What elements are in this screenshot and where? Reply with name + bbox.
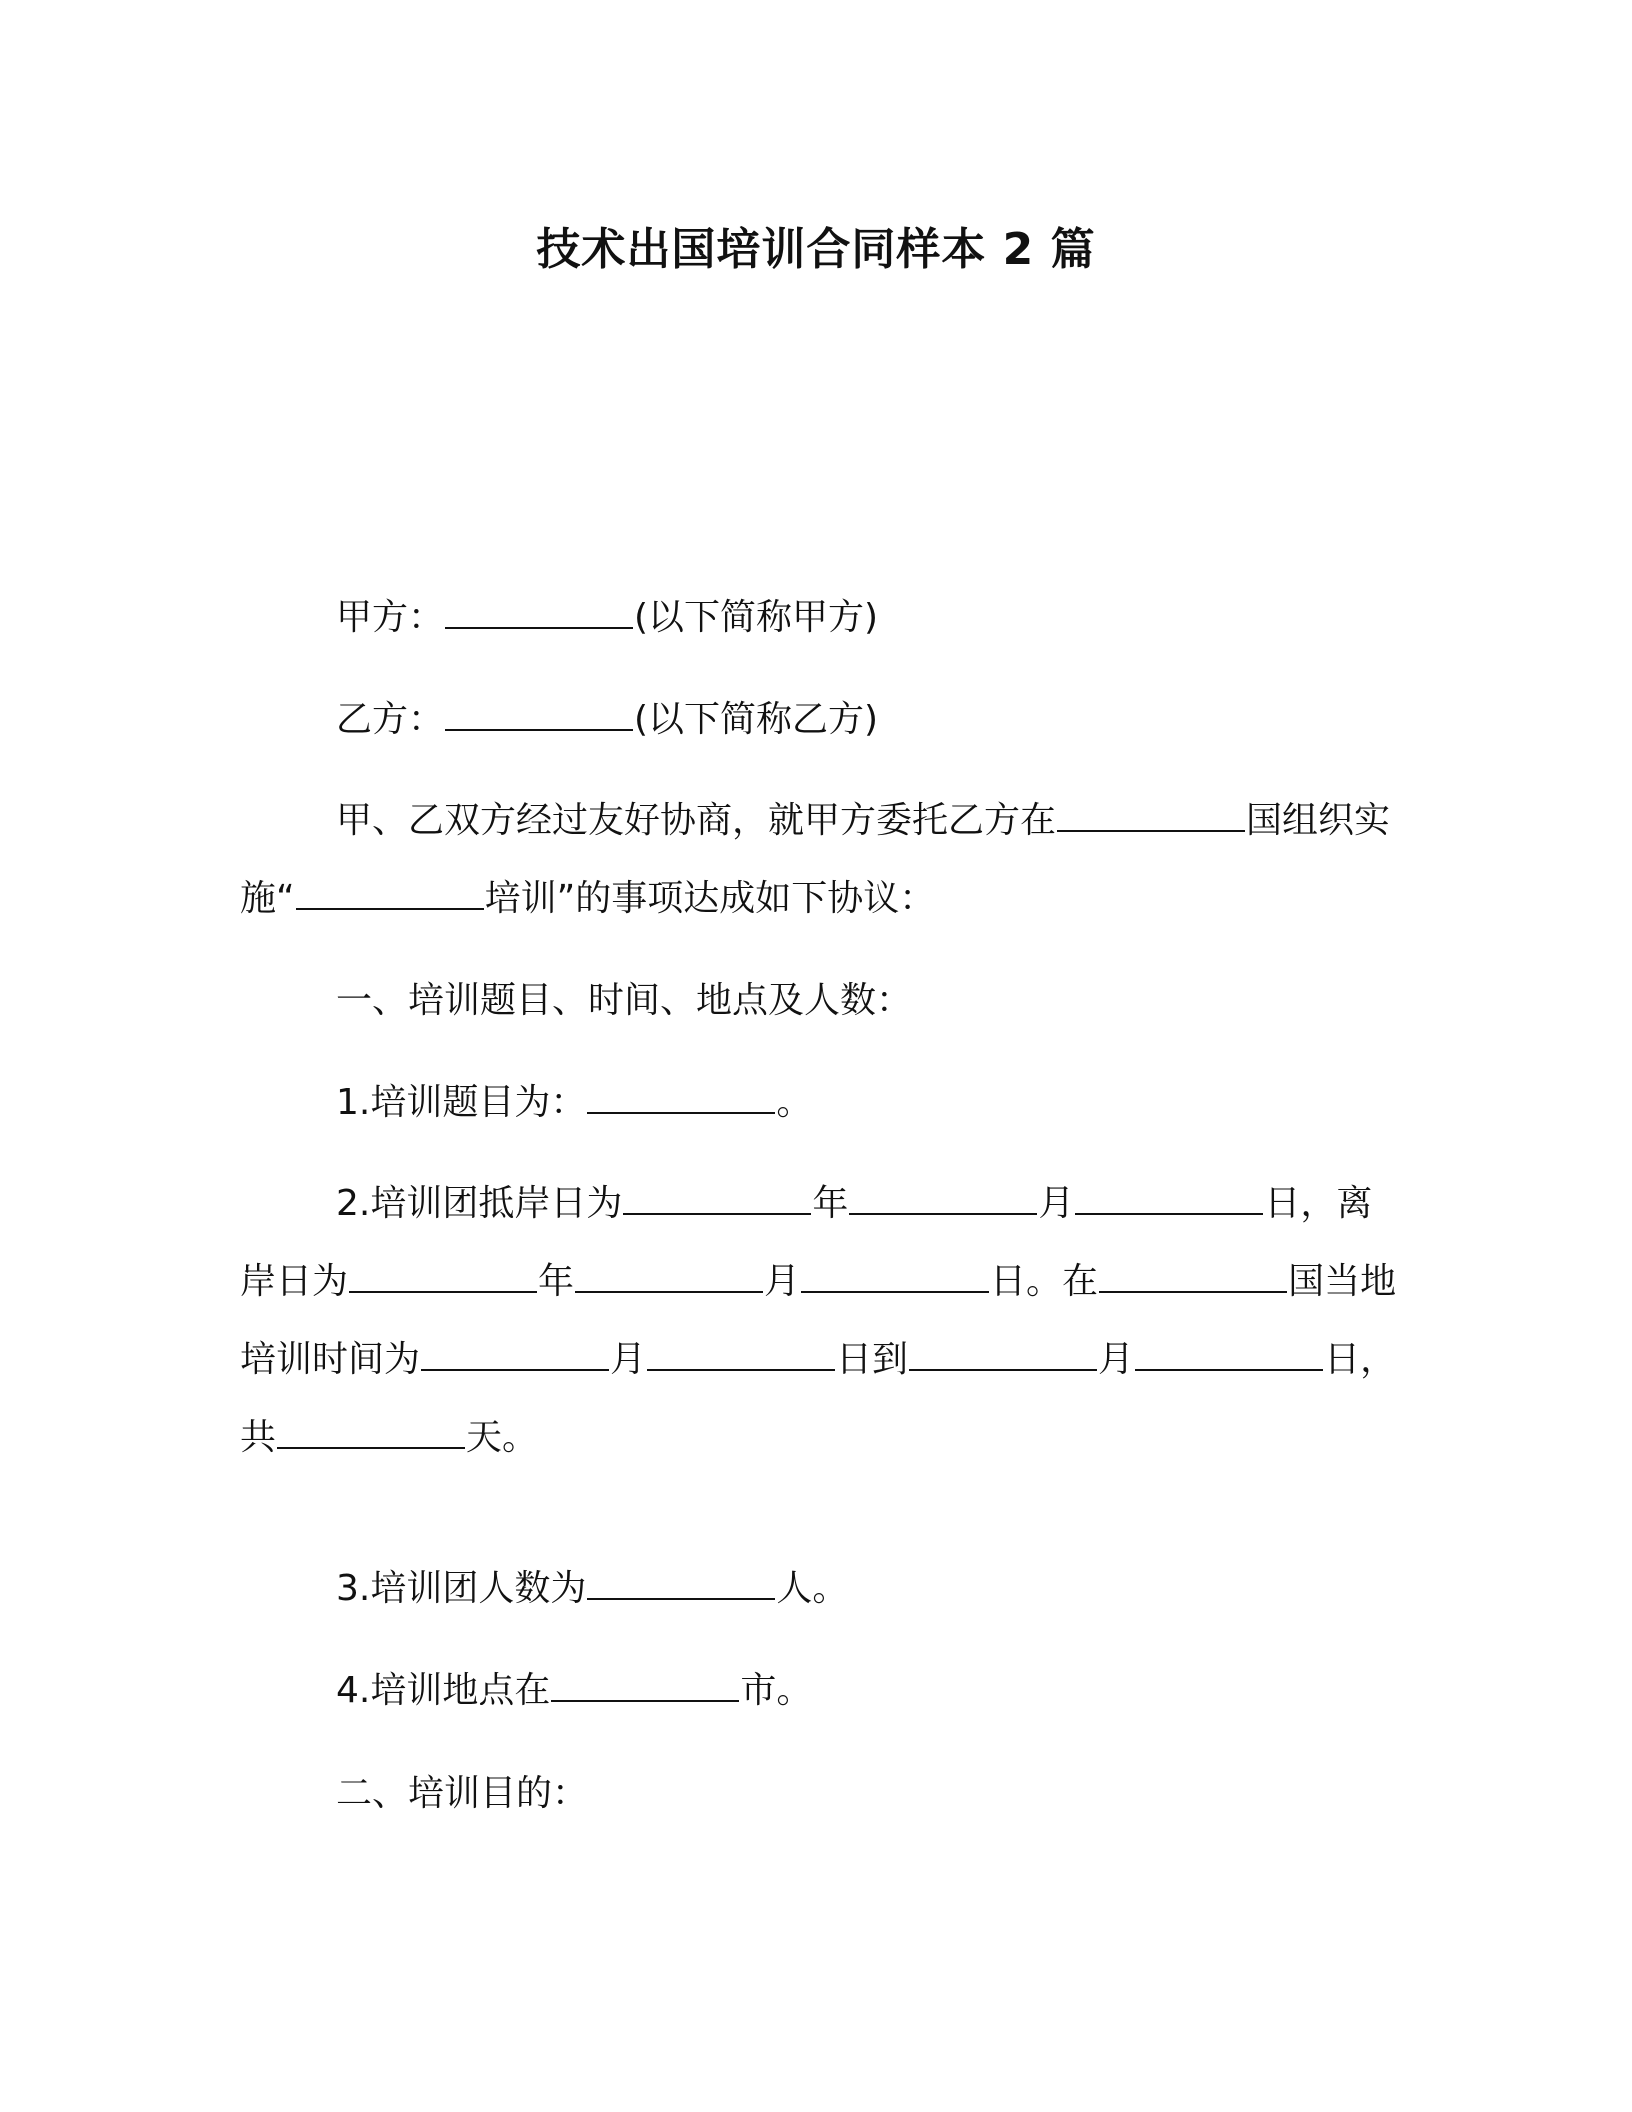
intro-blank-training — [296, 878, 484, 910]
item2-blank-10 — [909, 1339, 1097, 1371]
section2-heading: 二、培训目的： — [336, 1773, 589, 1814]
item2-blank-5 — [575, 1261, 763, 1293]
item4-part2: 市。 — [740, 1670, 813, 1711]
item2-part12: 日，共 — [240, 1339, 1397, 1458]
item1-blank-topic — [587, 1082, 775, 1114]
item2-blank-12 — [277, 1417, 465, 1449]
item2-part4: 日，离岸日为 — [240, 1183, 1373, 1302]
item2-part7: 日。在 — [990, 1261, 1099, 1302]
item2-part11: 月 — [1098, 1339, 1135, 1380]
intro-paragraph — [240, 782, 1400, 938]
item2-blank-4 — [349, 1261, 537, 1293]
item2-part9: 月 — [610, 1339, 647, 1380]
section1-heading: 一、培训题目、时间、地点及人数： — [336, 980, 913, 1021]
item2-blank-11 — [1135, 1339, 1323, 1371]
item2-blank-3 — [1075, 1183, 1263, 1215]
party-b-suffix: (以下简称乙方) — [634, 699, 879, 740]
item2-paragraph — [240, 1165, 1400, 1477]
item3-line — [240, 1550, 1400, 1628]
item2-part13: 天。 — [466, 1417, 539, 1458]
party-b-line — [240, 681, 1400, 759]
intro-part1: 甲、乙双方经过友好协商，就甲方委托乙方在 — [336, 800, 1057, 841]
item2-blank-9 — [647, 1339, 835, 1371]
party-a-blank — [445, 597, 633, 629]
item2-part2: 年 — [812, 1183, 849, 1224]
item4-line — [240, 1652, 1400, 1730]
intro-part3: 培训”的事项达成如下协议： — [484, 878, 936, 919]
item1-line — [240, 1064, 1400, 1142]
item1-part1: 1.培训题目为： — [336, 1082, 587, 1123]
document-title: 技术出国培训合同样本 2 篇 — [536, 224, 1096, 275]
item2-part6: 月 — [764, 1261, 801, 1302]
item3-part2: 人。 — [776, 1568, 849, 1609]
intro-part2: 国组织实施“ — [240, 800, 1391, 919]
item2-part10: 日到 — [836, 1339, 909, 1380]
item1-part2: 。 — [776, 1082, 813, 1123]
item3-part1: 3.培训团人数为 — [336, 1568, 587, 1609]
item2-blank-1 — [623, 1183, 811, 1215]
item2-part5: 年 — [538, 1261, 575, 1302]
item2-blank-6 — [801, 1261, 989, 1293]
party-b-blank — [445, 699, 633, 731]
item2-blank-2 — [849, 1183, 1037, 1215]
party-a-suffix: (以下简称甲方) — [634, 597, 879, 638]
item4-part1: 4.培训地点在 — [336, 1670, 551, 1711]
item3-blank-count — [587, 1568, 775, 1600]
party-b-label: 乙方： — [336, 699, 445, 740]
item4-blank-city — [551, 1670, 739, 1702]
item2-part8: 国当地培训时间为 — [240, 1261, 1397, 1380]
item2-part3: 月 — [1038, 1183, 1075, 1224]
item2-blank-8 — [421, 1339, 609, 1371]
intro-blank-country — [1057, 800, 1245, 832]
item2-part1: 2.培训团抵岸日为 — [336, 1183, 623, 1224]
party-a-label: 甲方： — [336, 597, 445, 638]
party-a-line — [240, 579, 1400, 657]
item2-blank-7 — [1099, 1261, 1287, 1293]
